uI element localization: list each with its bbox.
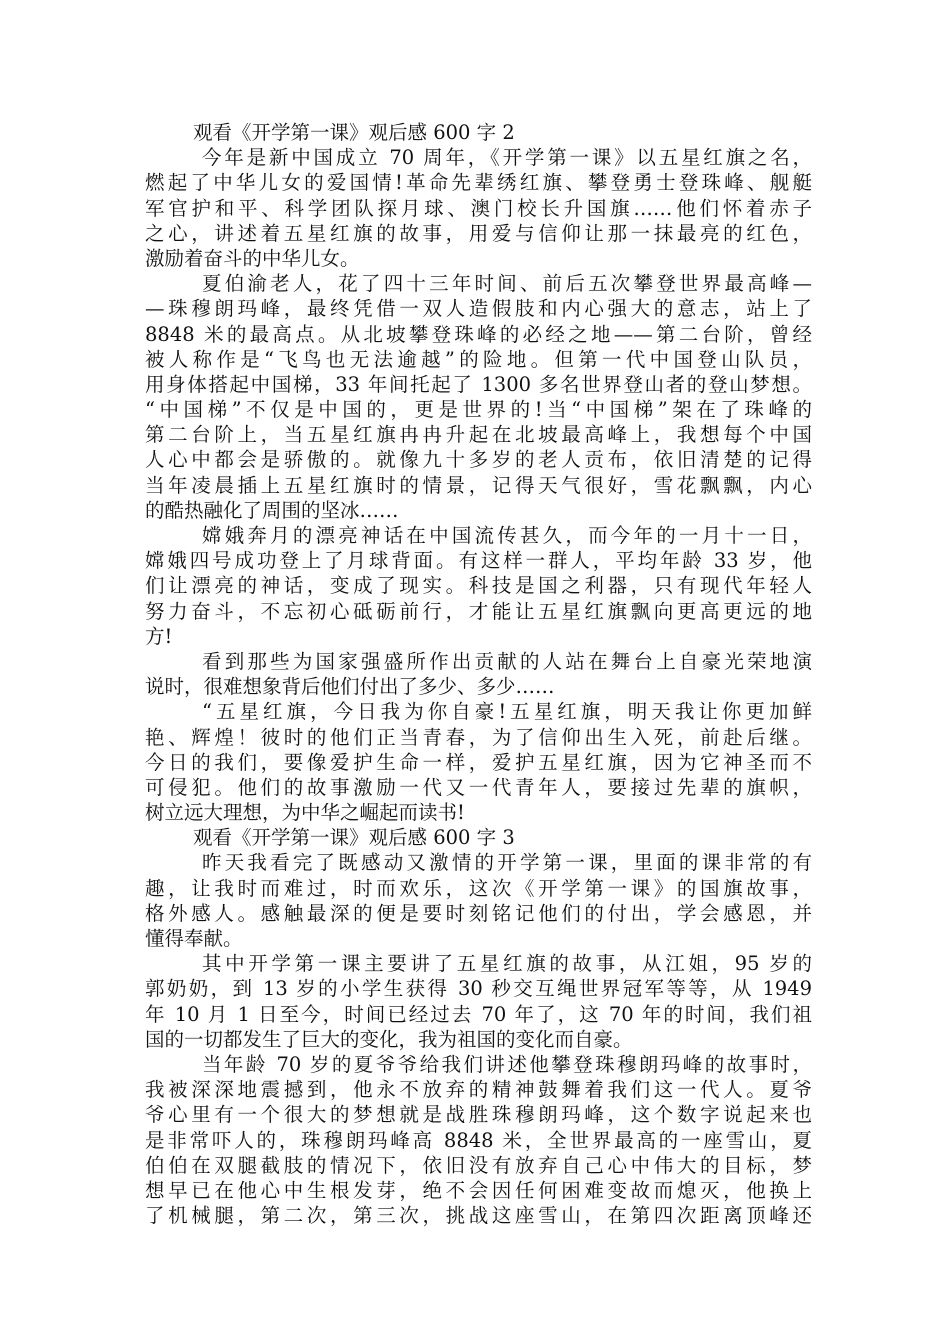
text-line: 国的一切都发生了巨大的变化，我为祖国的变化而自豪。 <box>145 1027 633 1051</box>
text-line: 被人称作是“飞鸟也无法逾越”的险地。但第一代中国登山队员， <box>145 347 812 371</box>
section-heading: 观看《开学第一课》观后感 600 字 3 <box>193 826 515 850</box>
text-line: 嫦娥四号成功登上了月球背面。有这样一群人，平均年龄 33 岁，他 <box>145 549 812 573</box>
text-line: 努力奋斗，不忘初心砥砺前行，才能让五星红旗飘向更高更远的地 <box>145 599 812 623</box>
text-line: 是非常吓人的，珠穆朗玛峰高 8848 米，全世界最高的一座雪山，夏 <box>145 1128 812 1152</box>
text-line: 年 10 月 1 日至今，时间已经过去 70 年了，这 70 年的时间，我们祖 <box>145 1002 812 1026</box>
text-line: 昨天我看完了既感动又激情的开学第一课，里面的课非常的有 <box>202 851 812 875</box>
text-line: 可侵犯。他们的故事激励一代又一代青年人，要接过先辈的旗帜， <box>145 775 812 799</box>
section-heading: 观看《开学第一课》观后感 600 字 2 <box>193 121 515 144</box>
text-line: 格外感人。感触最深的便是要时刻铭记他们的付出，学会感恩，并 <box>145 901 812 925</box>
text-line: “五星红旗，今日我为你自豪!五星红旗，明天我让你更加鲜 <box>202 700 812 724</box>
text-line: 郭奶奶，到 13 岁的小学生获得 30 秒交互绳世界冠军等等，从 1949 <box>145 977 812 1001</box>
text-line: 人心中都会是骄傲的。就像九十多岁的老人贡布，依旧清楚的记得 <box>145 448 812 472</box>
text-line: 激励着奋斗的中华儿女。 <box>145 246 360 270</box>
text-line: —珠穆朗玛峰，最终凭借一双人造假肢和内心强大的意志，站上了 <box>145 297 812 321</box>
text-line: 伯伯在双腿截肢的情况下，依旧没有放弃自己心中伟大的目标，梦 <box>145 1153 812 1177</box>
text-line: 今年是新中国成立 70 周年，《开学第一课》以五星红旗之名， <box>202 146 812 170</box>
text-line: 看到那些为国家强盛所作出贡献的人站在舞台上自豪光荣地演 <box>202 649 812 673</box>
text-line: 8848 米的最高点。从北坡攀登珠峰的必经之地——第二台阶，曾经 <box>145 322 812 346</box>
text-line: 趣，让我时而难过，时而欢乐，这次《开学第一课》的国旗故事， <box>145 876 812 900</box>
text-line: 用身体搭起中国梯，33 年间托起了 1300 多名世界登山者的登山梦想。 <box>145 372 812 396</box>
text-line: 第二台阶上，当五星红旗冉冉升起在北坡最高峰上，我想每个中国 <box>145 423 812 447</box>
text-line: 今日的我们，要像爱护生命一样，爱护五星红旗，因为它神圣而不 <box>145 750 812 774</box>
text-line: 当年龄 70 岁的夏爷爷给我们讲述他攀登珠穆朗玛峰的故事时， <box>202 1052 812 1076</box>
text-line: 夏伯渝老人，花了四十三年时间、前后五次攀登世界最高峰— <box>202 272 812 296</box>
text-line: 燃起了中华儿女的爱国情!革命先辈绣红旗、攀登勇士登珠峰、舰艇 <box>145 171 812 195</box>
text-line: 树立远大理想，为中华之崛起而读书! <box>145 801 465 825</box>
text-line: 们让漂亮的神话，变成了现实。科技是国之利器，只有现代年轻人 <box>145 574 812 598</box>
text-line: 军官护和平、科学团队探月球、澳门校长升国旗……他们怀着赤子 <box>145 196 812 220</box>
text-line: 爷心里有一个很大的梦想就是战胜珠穆朗玛峰，这个数字说起来也 <box>145 1103 812 1127</box>
text-line: 懂得奉献。 <box>145 927 243 950</box>
text-line: 当年凌晨插上五星红旗时的情景，记得天气很好，雪花飘飘，内心 <box>145 473 812 497</box>
text-line: 方! <box>145 624 173 648</box>
document-page <box>145 120 812 1228</box>
text-line: 艳、辉煌！彼时的他们正当青春，为了信仰出生入死，前赴后继。 <box>145 725 812 749</box>
text-line: 嫦娥奔月的漂亮神话在中国流传甚久，而今年的一月十一日， <box>202 524 812 547</box>
text-line: 之心，讲述着五星红旗的故事，用爱与信仰让那一抹最亮的红色， <box>145 221 812 245</box>
text-line: 其中开学第一课主要讲了五星红旗的故事，从江姐，95 岁的 <box>202 952 812 976</box>
text-line: 的酷热融化了周围的坚冰…… <box>145 498 399 522</box>
text-line: 说时，很难想象背后他们付出了多少、多少…… <box>145 675 555 699</box>
text-line: 想早已在他心中生根发芽，绝不会因任何困难变故而熄灭，他换上 <box>145 1178 812 1202</box>
text-line: “中国梯”不仅是中国的，更是世界的!当“中国梯”架在了珠峰的 <box>145 398 812 422</box>
text-line: 我被深深地震撼到，他永不放弃的精神鼓舞着我们这一代人。夏爷 <box>145 1078 812 1102</box>
text-line: 了机械腿，第二次，第三次，挑战这座雪山，在第四次距离顶峰还 <box>145 1204 812 1228</box>
